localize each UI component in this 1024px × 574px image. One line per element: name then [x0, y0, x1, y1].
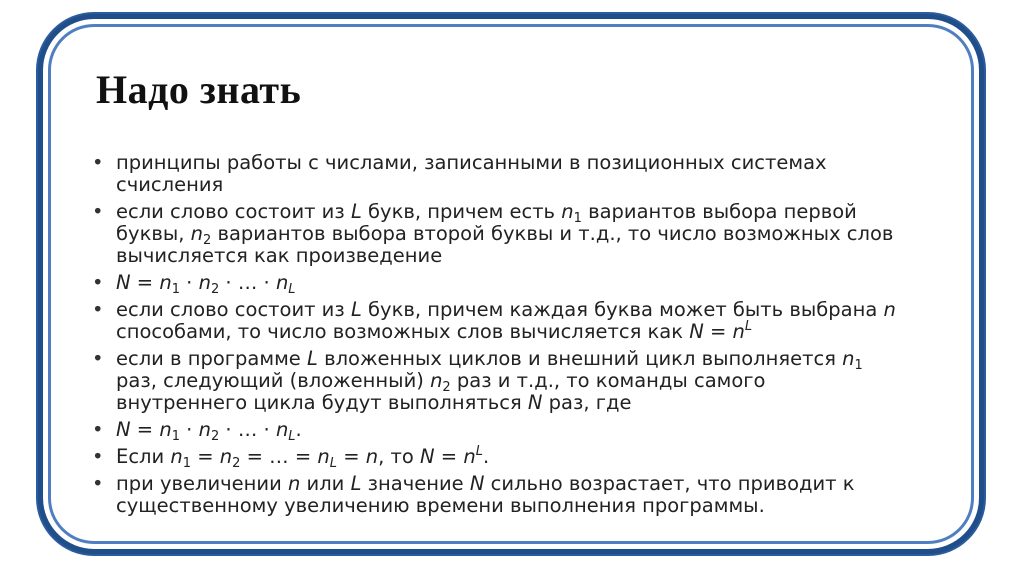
bullet-nested-loops: • если в программе L вложенных циклов и внешний цикл выполняется $n_1$ раз, следующий (вложенный) $n_2$ раз и т.д., то команды самого внутреннего цикла будут выполняться N раз, где: [90, 348, 900, 414]
bullet-growth-note: • при увеличении n или L значение N сильно возрастает, что приводит к существенному увеличению времени выполнения программы.: [90, 473, 900, 517]
bullet-power-formula-text: • если слово состоит из L букв, причем каждая буква может быть выбрана n способами, то число возможных слов вычисляется как $N = n^L$: [90, 299, 900, 343]
bullet-list: [90, 152, 900, 522]
bullet-product-formula: • $N = n_1 \cdot n_2$ · … · $n_L$: [90, 272, 900, 294]
bullet-positional-systems: [90, 152, 900, 196]
bullet-equal-case: • Если $n_1 = n_2$ = … = $n_L = n$, то $N = n^L$.: [90, 446, 900, 468]
bullet-text: принципы работы с числами, записанными в позиционных системах счисления: [116, 151, 827, 196]
bullet-loop-formula: • $N = n_1 \cdot n_2$ · … · $n_L$.: [90, 419, 900, 441]
bullet-word-variants-product: • если слово состоит из L букв, причем есть $n_1$ вариантов выбора первой буквы, $n_2$ вариантов выбора второй буквы и т.д., то число возможных слов вычисляется как произведение: [90, 201, 900, 267]
slide-title: Надо знать: [96, 67, 302, 112]
